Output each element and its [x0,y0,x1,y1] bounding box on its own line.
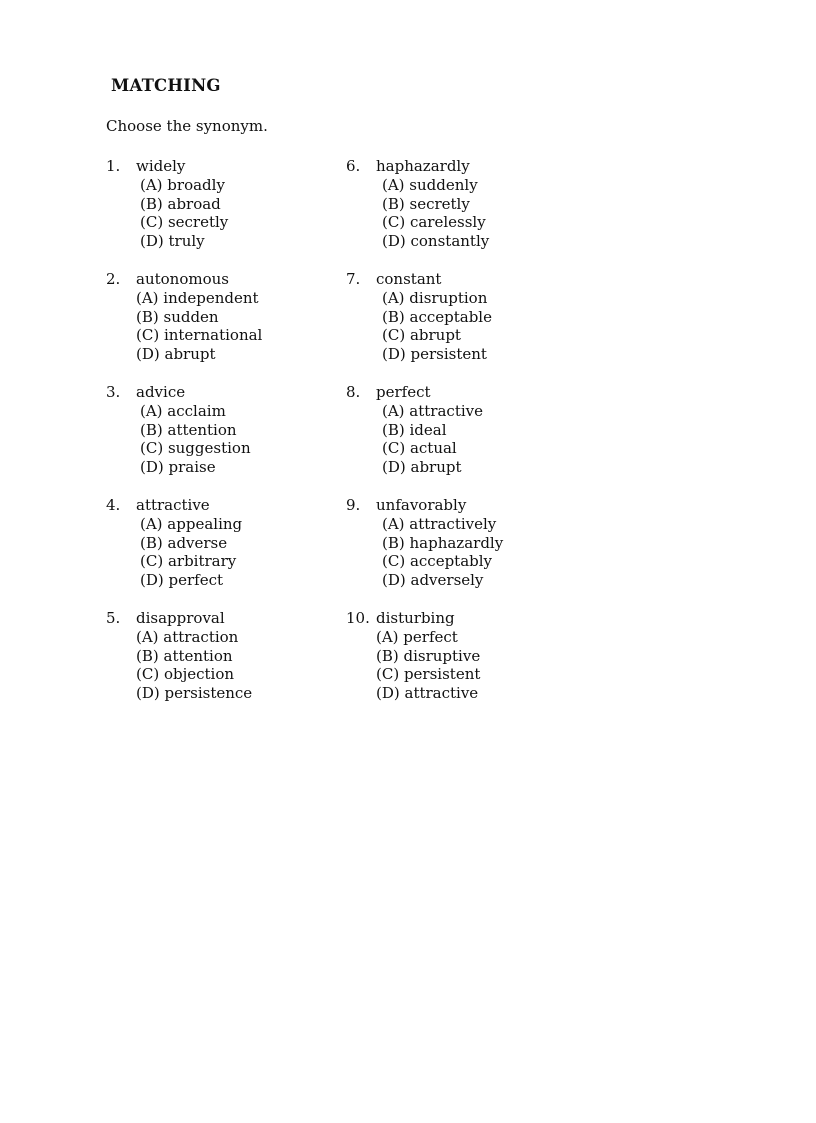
question-word: disturbing [376,609,455,627]
option-a: (A) broadly [140,175,225,194]
question-word: disapproval [136,609,225,627]
question-10 [346,609,576,722]
option-c: (C) persistent [376,665,481,684]
question-9 [346,496,576,609]
option-c: (C) objection [136,665,235,684]
question-word: attractive [136,496,210,514]
page-title: MATCHING [111,76,221,95]
option-c: (C) arbitrary [140,552,237,571]
option-a: (A) acclaim [140,401,226,420]
option-a: (A) suddenly [382,175,478,194]
question-number: 5. [106,609,121,627]
option-b: (B) attention [136,646,233,665]
option-a: (A) attractive [382,401,483,420]
question-number: 6. [346,157,361,175]
question-number: 3. [106,383,121,401]
option-a: (A) attraction [136,627,239,646]
option-b: (B) haphazardly [382,533,504,552]
question-number: 2. [106,270,121,288]
option-c: (C) international [136,326,263,345]
question-number: 4. [106,496,121,514]
question-6 [346,157,576,270]
option-b: (B) secretly [382,194,470,213]
option-d: (D) truly [140,232,205,251]
question-7 [346,270,576,383]
option-d: (D) adversely [382,571,484,590]
option-b: (B) attention [140,420,237,439]
option-c: (C) secretly [140,213,229,232]
option-c: (C) actual [382,439,457,458]
question-number: 7. [346,270,361,288]
option-a: (A) perfect [376,627,458,646]
question-number: 10. [346,609,370,627]
question-3 [106,383,336,496]
question-word: widely [136,157,186,175]
questions-column-left [106,157,336,722]
question-number: 1. [106,157,121,175]
instruction-text: Choose the synonym. [106,117,268,135]
question-word: constant [376,270,442,288]
question-number: 8. [346,383,361,401]
option-a: (A) disruption [382,288,488,307]
option-d: (D) attractive [376,684,479,703]
question-word: unfavorably [376,496,467,514]
option-c: (C) abrupt [382,326,461,345]
option-a: (A) attractively [382,514,497,533]
option-c: (C) carelessly [382,213,486,232]
question-2 [106,270,336,383]
option-a: (A) independent [136,288,259,307]
question-8 [346,383,576,496]
option-d: (D) constantly [382,232,490,251]
option-a: (A) appealing [140,514,243,533]
question-word: autonomous [136,270,229,288]
question-5 [106,609,336,722]
option-d: (D) praise [140,458,216,477]
option-d: (D) abrupt [136,345,216,364]
option-d: (D) abrupt [382,458,462,477]
option-d: (D) persistent [382,345,487,364]
option-c: (C) suggestion [140,439,251,458]
option-b: (B) sudden [136,307,219,326]
question-word: haphazardly [376,157,470,175]
option-d: (D) perfect [140,571,224,590]
question-1 [106,157,336,270]
question-word: advice [136,383,186,401]
option-b: (B) ideal [382,420,447,439]
option-c: (C) acceptably [382,552,493,571]
questions-column-right [346,157,576,722]
option-b: (B) disruptive [376,646,481,665]
question-4 [106,496,336,609]
option-b: (B) adverse [140,533,228,552]
question-number: 9. [346,496,361,514]
option-b: (B) abroad [140,194,221,213]
question-word: perfect [376,383,431,401]
option-b: (B) acceptable [382,307,492,326]
option-d: (D) persistence [136,684,253,703]
